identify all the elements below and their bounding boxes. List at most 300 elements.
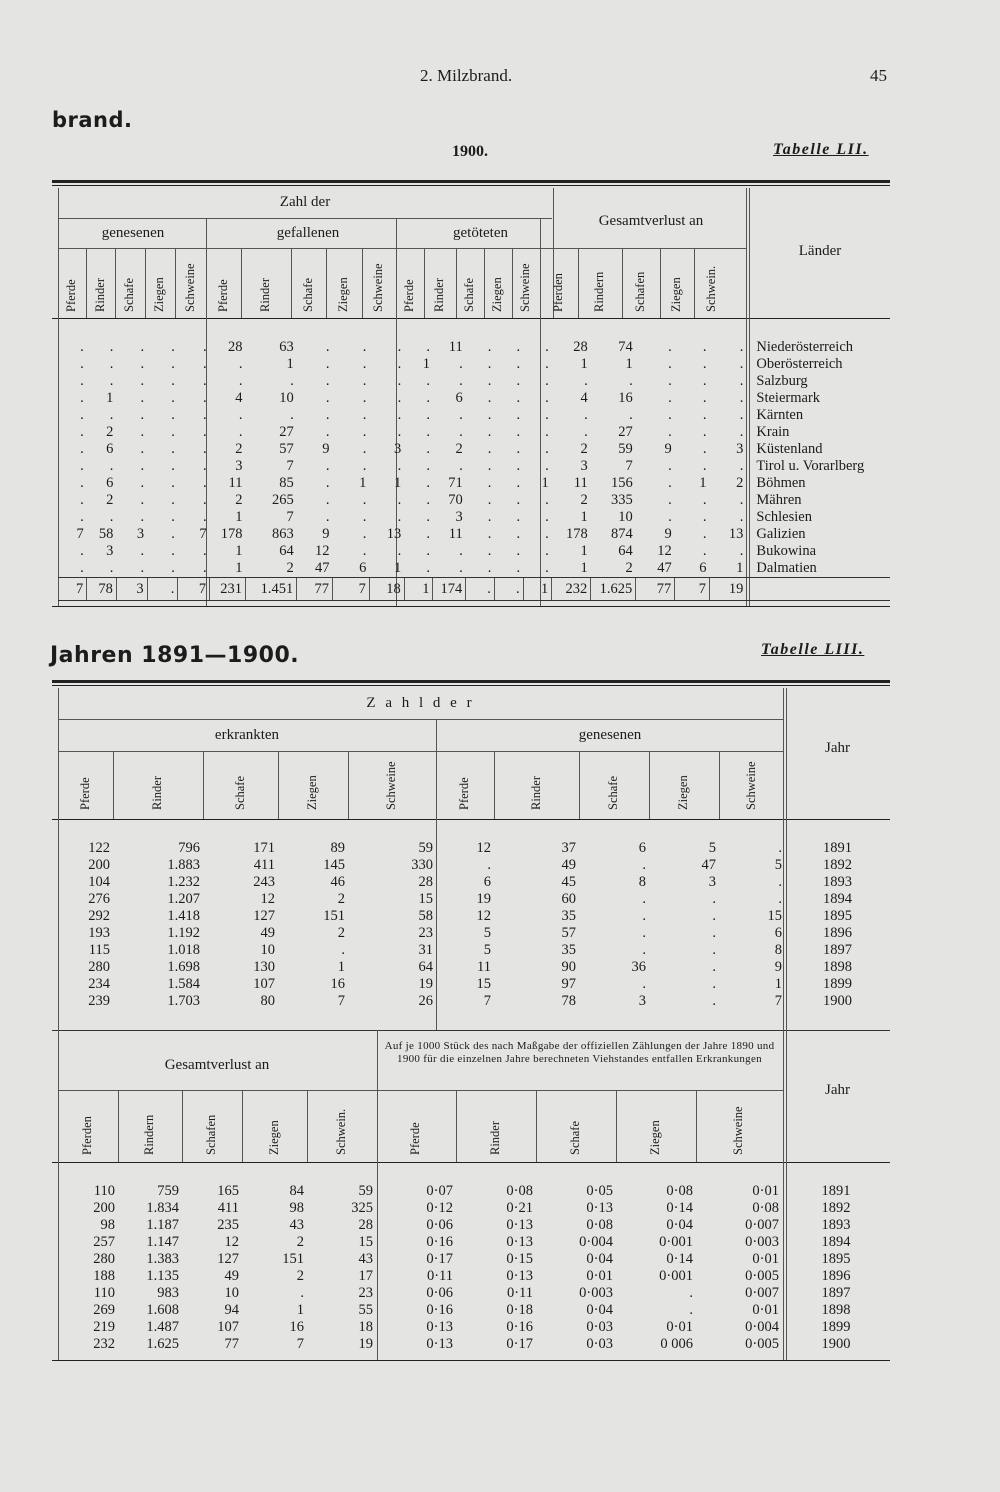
table-cell: .	[712, 976, 716, 992]
table-cell: .	[426, 543, 430, 559]
table-cell: 0·13	[506, 1268, 533, 1284]
col-header-ziegen-gef: Ziegen	[336, 277, 350, 312]
table-cell: .	[487, 560, 492, 576]
table-row	[58, 458, 890, 475]
table-cell: .	[140, 407, 145, 423]
table-cell: .	[426, 509, 430, 525]
table-cell: 10	[260, 942, 275, 958]
t53-group-erkrankten: erkrankten	[214, 727, 280, 743]
table-cell: Kärnten	[756, 407, 804, 423]
sum-row	[58, 578, 890, 601]
table-cell: .	[238, 356, 243, 372]
table-cell: 3	[394, 441, 402, 457]
table-cell: .	[545, 543, 549, 559]
table-cell: 77	[297, 578, 333, 601]
table-cell: 1.192	[167, 925, 200, 941]
table-cell: .	[362, 441, 367, 457]
col-header-rinder-rate: Rinder	[488, 1120, 502, 1155]
table-row	[58, 942, 890, 959]
table-cell: .	[629, 373, 633, 389]
table-cell: .	[545, 356, 549, 372]
table-cell: 7	[483, 993, 491, 1009]
table-cell: 280	[88, 959, 110, 975]
table-cell: .	[702, 509, 707, 525]
table-cell: .	[545, 373, 549, 389]
table-cell: 12	[476, 908, 491, 924]
table-row	[58, 1217, 890, 1234]
t52-top-rule	[52, 180, 890, 183]
table-cell: 47	[701, 857, 716, 873]
table-cell: .	[426, 424, 430, 440]
table-cell: 1892	[823, 857, 852, 873]
table-cell: 1.625	[146, 1336, 179, 1352]
table-cell: .	[80, 390, 84, 406]
table-cell: .	[545, 492, 549, 508]
table-cell: .	[140, 373, 145, 389]
table-cell: 0·11	[426, 1268, 453, 1284]
table-cell: 1	[580, 543, 588, 559]
table-cell: 243	[253, 874, 275, 890]
t52-table	[58, 336, 890, 601]
table-cell: .	[668, 492, 672, 508]
table-cell: 188	[93, 1268, 115, 1284]
table-cell: 11	[573, 475, 588, 491]
col-header-schwein-verl: Schwein.	[333, 1108, 348, 1155]
table-cell: 64	[279, 543, 294, 559]
table-cell: 7	[337, 993, 345, 1009]
table-cell: 12	[315, 543, 330, 559]
table-cell: 1893	[821, 1217, 851, 1233]
table-cell: 64	[418, 959, 433, 975]
table-cell: .	[109, 458, 114, 474]
table-cell: .	[140, 560, 145, 576]
table-cell: 27	[279, 424, 294, 440]
col-header-pferde-get: Pferde	[402, 279, 416, 312]
table-cell: 411	[217, 1200, 239, 1216]
table-cell: .	[487, 424, 492, 440]
table-cell: 78	[561, 993, 576, 1009]
table-cell: 49	[260, 925, 275, 941]
table-cell: .	[668, 509, 672, 525]
table-cell: 1	[580, 356, 588, 372]
col-header-schweine-gef: Schweine	[371, 263, 385, 312]
table-cell: 0·08	[752, 1200, 779, 1216]
table-cell: .	[487, 492, 492, 508]
table-cell: .	[466, 578, 495, 601]
table-cell: .	[140, 543, 145, 559]
table-cell: .	[140, 475, 145, 491]
t53-jahr-header-lower: Jahr	[825, 1082, 850, 1098]
page-number: 45	[870, 66, 887, 85]
table-cell: 1.147	[146, 1234, 179, 1250]
t53-note: Auf je 1000 Stück des nach Maßgabe der offiziellen Zählungen der Jahre 1890 und 1900 für die einzelnen Jahre berechneten Viehstandes entfallen Erkrankungen	[384, 1040, 775, 1065]
table-cell: .	[689, 1302, 693, 1318]
table-cell: 1.018	[167, 942, 200, 958]
table-cell: .	[202, 356, 207, 372]
table-cell: 47	[315, 560, 330, 576]
table-cell: .	[487, 441, 492, 457]
table-cell: .	[702, 441, 707, 457]
table-row	[58, 390, 890, 407]
table-cell: 171	[253, 840, 275, 856]
table-cell: .	[459, 560, 463, 576]
table-cell: .	[202, 339, 207, 355]
col-header-schweine-rate: Schweine	[731, 1106, 745, 1155]
table-row	[58, 1336, 890, 1353]
table-cell: .	[516, 543, 521, 559]
table-row	[58, 1180, 890, 1200]
t53-upper-table	[58, 837, 890, 1010]
col-header-pferde-gen: Pferde	[64, 279, 78, 312]
table-cell: .	[362, 492, 367, 508]
col-header-rindern-verl: Rindern	[592, 271, 606, 312]
table-cell: 0·05	[586, 1183, 613, 1199]
table-cell: .	[739, 407, 744, 423]
table-cell: Galizien	[756, 526, 806, 542]
table-cell: 200	[93, 1200, 115, 1216]
table-cell: .	[202, 407, 207, 423]
table-cell: .	[584, 424, 588, 440]
table-cell: 1	[404, 578, 433, 601]
table-cell: 28	[227, 339, 243, 355]
table-cell: 2	[337, 891, 345, 907]
table-cell: Bukowina	[756, 543, 817, 559]
col-header-schafe-erk: Schafe	[232, 775, 247, 810]
col-header-pferden-verl: Pferden	[80, 1116, 94, 1155]
table-cell: .	[642, 891, 646, 907]
table-cell: 17	[358, 1268, 373, 1284]
table-row	[58, 560, 890, 578]
table-cell: 3	[736, 441, 744, 457]
table-cell: .	[362, 407, 367, 423]
t52-laender-header: Länder	[798, 243, 842, 259]
table-cell: .	[202, 424, 207, 440]
table-cell: .	[494, 578, 523, 601]
table-cell: .	[202, 509, 207, 525]
table-cell: 15	[418, 891, 433, 907]
table-cell: 1.584	[167, 976, 200, 992]
table-cell: .	[80, 424, 84, 440]
table-cell: 11	[448, 526, 463, 542]
table-cell: .	[325, 509, 330, 525]
table-cell: 219	[93, 1319, 115, 1335]
table-cell: .	[80, 441, 84, 457]
table-cell: .	[109, 407, 114, 423]
table-row	[58, 908, 890, 925]
table-cell: 7	[774, 993, 782, 1009]
table-row	[58, 1302, 890, 1319]
table-cell: .	[459, 543, 463, 559]
table-row	[58, 441, 890, 458]
table-cell: 0·04	[586, 1302, 613, 1318]
col-header-schafe-gen: Schafe	[122, 277, 136, 312]
table-cell: 77	[636, 578, 675, 601]
col-header-ziegen-verl: Ziegen	[266, 1120, 281, 1155]
table-cell: 49	[224, 1268, 239, 1284]
table-cell: 13	[728, 526, 744, 542]
t53-upper-body	[58, 837, 890, 1010]
table-cell: 10	[279, 390, 294, 406]
table-cell: 1.383	[146, 1251, 179, 1267]
t52-group-genesenen: genesenen	[101, 225, 165, 241]
t53-heading: Jahren 1891—1900.	[50, 643, 300, 668]
table-cell: 43	[289, 1217, 304, 1233]
t53-zahl-der: Z a h l d e r	[366, 695, 475, 711]
table-cell: .	[459, 373, 463, 389]
table-cell: Küstenland	[756, 441, 823, 457]
table-cell: 1	[235, 543, 243, 559]
table-cell: 23	[358, 1285, 373, 1301]
table-cell: 2	[625, 560, 633, 576]
t53-group-genesenen: genesenen	[578, 727, 642, 743]
table-cell: .	[140, 458, 145, 474]
table-cell: .	[362, 543, 367, 559]
table-cell: 151	[282, 1251, 304, 1267]
table-cell: .	[712, 925, 716, 941]
table-cell: .	[516, 458, 521, 474]
table-cell: .	[487, 356, 492, 372]
table-cell: .	[362, 526, 367, 542]
table-cell: .	[642, 908, 646, 924]
table-cell: .	[362, 390, 367, 406]
table-row	[58, 407, 890, 424]
table-cell: 863	[271, 526, 294, 542]
table-cell: 89	[330, 840, 345, 856]
table-cell: 0·16	[506, 1319, 533, 1335]
table-cell: 1.487	[146, 1319, 179, 1335]
table-cell: 0·08	[506, 1183, 533, 1199]
table-row	[58, 993, 890, 1010]
table-cell: 5	[774, 857, 782, 873]
t52-group-gefallenen: gefallenen	[276, 225, 340, 241]
table-cell: 11	[228, 475, 243, 491]
table-cell: 0·08	[666, 1183, 693, 1199]
table-cell: .	[668, 373, 672, 389]
table-row	[58, 1319, 890, 1336]
table-cell: .	[702, 458, 707, 474]
table-cell: .	[487, 390, 492, 406]
table-cell: 90	[561, 959, 576, 975]
table-row	[58, 1200, 890, 1217]
left-word: brand.	[52, 108, 133, 132]
table-cell: 1.135	[146, 1268, 179, 1284]
table-cell: 1894	[823, 891, 852, 907]
table-cell: 15	[358, 1234, 373, 1250]
col-header-rinder-erk: Rinder	[150, 775, 164, 810]
table-cell: 19	[710, 578, 747, 601]
table-cell: 0·06	[426, 1285, 453, 1301]
table-cell: Dalmatien	[756, 560, 817, 576]
table-cell: .	[140, 509, 145, 525]
table-cell: .	[516, 560, 521, 576]
table-cell: 1	[337, 959, 345, 975]
table-cell: 0·14	[666, 1251, 693, 1267]
table-cell: .	[362, 356, 367, 372]
table-cell: .	[739, 458, 744, 474]
table-cell: 0·001	[659, 1268, 693, 1284]
col-header-schweine-gen: Schweine	[182, 263, 197, 312]
table-cell: .	[459, 424, 463, 440]
table-cell: .	[202, 560, 207, 576]
table-cell: 151	[323, 908, 345, 924]
table-cell: 1	[106, 390, 114, 406]
table-cell: .	[80, 356, 84, 372]
table-cell: 6	[774, 925, 782, 941]
col-header-schafe-gef: Schafe	[300, 277, 315, 312]
table-cell: 2	[106, 492, 114, 508]
table-cell: .	[397, 390, 402, 406]
table-cell: .	[325, 339, 330, 355]
table-cell: 0·17	[426, 1251, 453, 1267]
col-header-schafe-rate: Schafe	[568, 1120, 582, 1155]
table-cell: .	[325, 356, 330, 372]
table-cell: 80	[260, 993, 275, 1009]
table-cell: 1.703	[167, 993, 200, 1009]
table-cell: .	[426, 339, 430, 355]
table-cell: 16	[330, 976, 345, 992]
table-cell: 5	[483, 942, 491, 958]
table-cell: 0·04	[666, 1217, 693, 1233]
table-row	[58, 424, 890, 441]
table-row	[58, 1234, 890, 1251]
table-cell: 0·004	[579, 1234, 613, 1250]
table-cell: 0·01	[752, 1183, 779, 1199]
table-cell: 5	[708, 840, 716, 856]
t53-bottom-rule	[52, 1360, 890, 1361]
table-cell: .	[140, 356, 145, 372]
table-cell: 0·08	[586, 1217, 613, 1233]
table-cell: .	[325, 475, 330, 491]
table-cell: 1.834	[146, 1200, 179, 1216]
table-cell: .	[397, 543, 402, 559]
col-header-rinder-gen: Rinder	[92, 277, 107, 312]
t52-group-gesamtverlust: Gesamtverlust an	[598, 213, 704, 229]
table-cell: .	[516, 424, 521, 440]
table-cell: .	[712, 993, 716, 1009]
table-cell: .	[668, 407, 672, 423]
table-cell: 45	[561, 874, 576, 890]
t53-label: Tabelle LIII.	[761, 641, 865, 658]
table-cell: 2	[455, 441, 463, 457]
table-cell: 1891	[823, 840, 852, 856]
table-cell: 235	[217, 1217, 239, 1233]
table-cell: .	[80, 407, 84, 423]
table-cell: 6	[455, 390, 463, 406]
table-cell: .	[426, 458, 430, 474]
table-cell: 1.608	[146, 1302, 179, 1318]
table-cell: 13	[386, 526, 402, 542]
table-cell: 7	[286, 509, 294, 525]
col-header-ziegen-verl: Ziegen	[669, 277, 683, 312]
table-cell: .	[80, 475, 84, 491]
table-cell: 0·007	[745, 1285, 779, 1301]
table-cell: 10	[224, 1285, 239, 1301]
table-cell: .	[739, 390, 744, 406]
table-cell: .	[140, 441, 145, 457]
table-cell: .	[80, 373, 84, 389]
col-header-schafen-verl: Schafen	[204, 1114, 218, 1155]
table-cell: 98	[100, 1217, 115, 1233]
table-cell: .	[487, 407, 492, 423]
table-cell: 1892	[821, 1200, 851, 1216]
table-cell: .	[397, 407, 402, 423]
table-cell: .	[238, 407, 243, 423]
table-cell: .	[290, 407, 294, 423]
col-header-schafe-gen: Schafe	[606, 775, 620, 810]
table-cell: .	[202, 492, 207, 508]
table-cell: 0·18	[506, 1302, 533, 1318]
table-cell: .	[171, 441, 175, 457]
table-cell: 110	[93, 1183, 115, 1199]
table-cell: 64	[618, 543, 633, 559]
table-cell: .	[238, 373, 243, 389]
table-cell: 1.232	[167, 874, 200, 890]
table-row	[58, 336, 890, 356]
table-row	[58, 959, 890, 976]
table-cell: 7	[58, 578, 87, 601]
table-cell: .	[642, 976, 646, 992]
table-cell: .	[426, 441, 430, 457]
table-cell: 0·13	[426, 1336, 453, 1352]
table-cell: .	[325, 424, 330, 440]
table-cell: 1897	[821, 1285, 851, 1301]
table-cell: 9	[664, 526, 672, 542]
table-cell: .	[584, 407, 588, 423]
table-cell: 7	[286, 458, 294, 474]
table-cell: 7	[76, 526, 84, 542]
col-header-ziegen-gen: Ziegen	[152, 277, 166, 312]
table-cell: 3	[708, 874, 716, 890]
table-cell: .	[668, 339, 672, 355]
table-cell: .	[109, 509, 114, 525]
table-cell: 0·16	[426, 1302, 453, 1318]
table-cell: .	[397, 356, 402, 372]
table-cell: .	[397, 339, 402, 355]
table-cell: .	[426, 373, 430, 389]
table-cell: 49	[561, 857, 576, 873]
table-cell: 1.883	[167, 857, 200, 873]
col-header-ziegen-get: Ziegen	[490, 277, 504, 312]
table-cell: .	[629, 407, 633, 423]
table-cell: 2	[296, 1234, 304, 1250]
table-cell: .	[397, 509, 402, 525]
table-row	[58, 492, 890, 509]
col-header-ziegen-erk: Ziegen	[305, 775, 319, 810]
table-cell: 107	[217, 1319, 239, 1335]
table-cell: .	[545, 424, 549, 440]
t52-year: 1900.	[452, 143, 488, 160]
table-cell: 59	[358, 1183, 373, 1199]
table-cell: 127	[217, 1251, 239, 1267]
col-header-schafe-get: Schafe	[462, 277, 476, 312]
col-header-schwein-verl: Schwein.	[704, 265, 718, 312]
table-cell: .	[702, 407, 707, 423]
t52-body	[58, 336, 890, 601]
t53-jahr-header: Jahr	[825, 740, 850, 756]
table-cell: .	[545, 339, 549, 355]
table-cell: 0·16	[426, 1234, 453, 1250]
table-cell: .	[702, 492, 707, 508]
table-cell: .	[702, 356, 707, 372]
table-cell: 292	[88, 908, 110, 924]
table-cell: .	[397, 492, 402, 508]
table-cell: 280	[93, 1251, 115, 1267]
table-cell: .	[171, 407, 175, 423]
table-cell: 12	[476, 840, 491, 856]
table-cell: Niederösterreich	[756, 339, 854, 355]
table-cell: 11	[448, 339, 463, 355]
table-row	[58, 475, 890, 492]
